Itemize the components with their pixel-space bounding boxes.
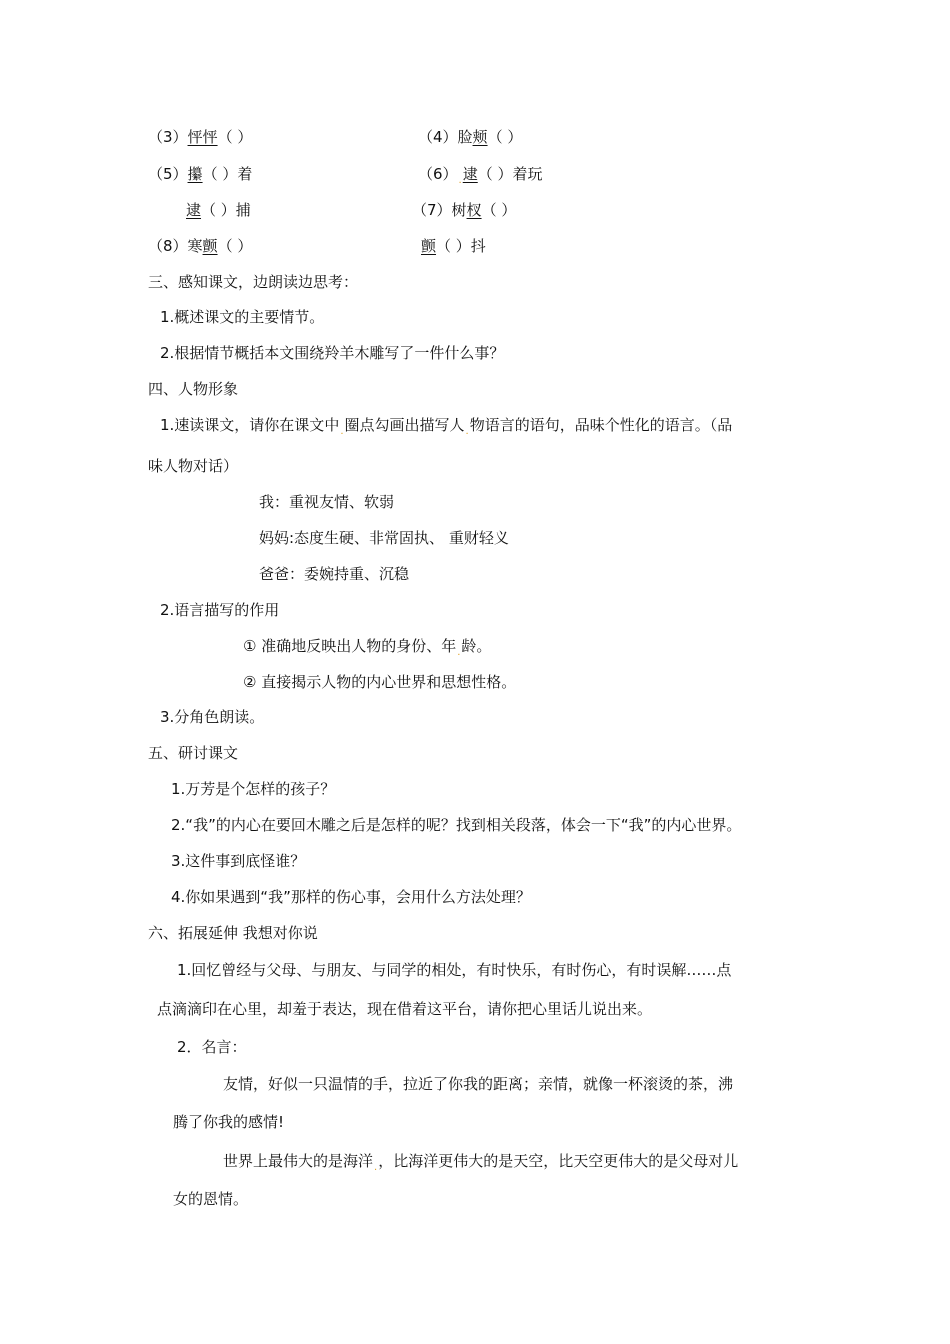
- vocab-item-3: [148, 127, 252, 147]
- vocab-word: 逮: [462, 165, 478, 183]
- vocab-word: 颤: [421, 237, 437, 255]
- vocab-item-7: [412, 200, 516, 220]
- quote-2: 世界上最伟大的是海洋$_.$，比海洋更伟大的是天空，比天空更伟大的是父母对儿: [223, 1152, 739, 1173]
- item-number: （4）脸: [418, 128, 473, 146]
- vocab-item-4: [418, 127, 522, 147]
- vocab-word: 颤: [202, 237, 218, 255]
- item-number: （5）: [148, 165, 188, 183]
- section-6-quotes-label: 2．名言：: [177, 1038, 247, 1056]
- section-6-paragraph-1-cont: 点滴滴印在心里，却羞于表达，现在借着这平台，请你把心里话儿说出来。: [157, 1000, 653, 1018]
- item-number: （6）: [418, 165, 458, 183]
- vocab-item-8: [148, 236, 252, 256]
- section-3-question-2: 2.根据情节概括本文围绕羚羊木雕写了一件什么事？: [160, 344, 505, 362]
- vocab-word: 杈: [466, 201, 482, 219]
- vocab-word: 逮: [186, 201, 202, 219]
- answer-blank: （ ）: [217, 128, 253, 146]
- vocab-word: 颊: [472, 128, 488, 146]
- section-3-heading: 三、感知课文，边朗读边思考：: [148, 273, 359, 291]
- section-6-paragraph-1: 1.回忆曾经与父母、与朋友、与同学的相处，有时快乐，有时伤心，有时误解……点: [177, 961, 732, 979]
- section-5-heading: 五、研讨课文: [148, 744, 239, 762]
- section-4-question-2: 2.语言描写的作用: [160, 601, 280, 619]
- vocab-item-6b: [186, 200, 251, 220]
- quote-1-cont: 腾了你我的感情!: [173, 1113, 285, 1131]
- proofread-dot: .: [374, 1162, 378, 1173]
- section-4-question-1: 1.速读课文，请你在课文中$_.$圈点勾画出描写人$_.$物语言的语句，品味个性化的语言。（品: [160, 416, 733, 437]
- quote-2-cont: 女的恩情。: [173, 1190, 249, 1208]
- vocab-item-5: [148, 164, 252, 184]
- section-6-heading: 六、拓展延伸 我想对你说: [148, 924, 318, 942]
- proofread-dot: .: [457, 647, 461, 658]
- answer-blank: （ ）着玩: [477, 165, 543, 183]
- section-5-question-2: 2.“我”的内心在要回木雕之后是怎样的呢？找到相关段落，体会一下“我”的内心世界。: [171, 816, 742, 834]
- vocab-item-8b: [421, 236, 486, 256]
- item-number: （7）树: [412, 201, 467, 219]
- section-4-heading: 四、人物形象: [148, 380, 239, 398]
- character-mom: 妈妈:态度生硬、非常固执、 重财轻义: [259, 529, 509, 547]
- character-dad: 爸爸：委婉持重、沉稳: [259, 565, 410, 583]
- proofread-dot: .: [458, 175, 462, 186]
- answer-blank: （ ）: [481, 201, 517, 219]
- answer-blank: （ ）: [217, 237, 253, 255]
- answer-blank: （ ）着: [202, 165, 253, 183]
- section-4-question-3: 3.分角色朗读。: [160, 708, 265, 726]
- section-5-question-4: 4.你如果遇到“我”那样的伤心事，会用什么方法处理？: [171, 888, 531, 906]
- character-me: 我：重视友情、软弱: [259, 493, 395, 511]
- quote-1: 友情，好似一只温情的手，拉近了你我的距离；亲情，就像一杯滚烫的茶，沸: [223, 1075, 734, 1093]
- proofread-dot: .: [340, 426, 344, 437]
- section-4-question-1-cont: 味人物对话）: [148, 457, 239, 475]
- effect-1: ① 准确地反映出人物的身份、年$_.$龄。: [243, 637, 492, 658]
- section-5-question-1: 1.万芳是个怎样的孩子？: [171, 780, 336, 798]
- section-5-question-3: 3.这件事到底怪谁？: [171, 852, 306, 870]
- answer-blank: （ ）捕: [201, 201, 251, 219]
- item-number: （8）寒: [148, 237, 203, 255]
- effect-2: ② 直接揭示人物的内心世界和思想性格。: [243, 673, 517, 691]
- answer-blank: （ ）抖: [436, 237, 486, 255]
- proofread-dot: .: [465, 426, 469, 437]
- item-number: （3）: [148, 128, 188, 146]
- vocab-item-6: [418, 164, 543, 187]
- section-3-question-1: 1.概述课文的主要情节。: [160, 308, 325, 326]
- answer-blank: （ ）: [487, 128, 523, 146]
- vocab-word: 攥: [187, 165, 203, 183]
- vocab-word: 怦怦: [187, 128, 218, 146]
